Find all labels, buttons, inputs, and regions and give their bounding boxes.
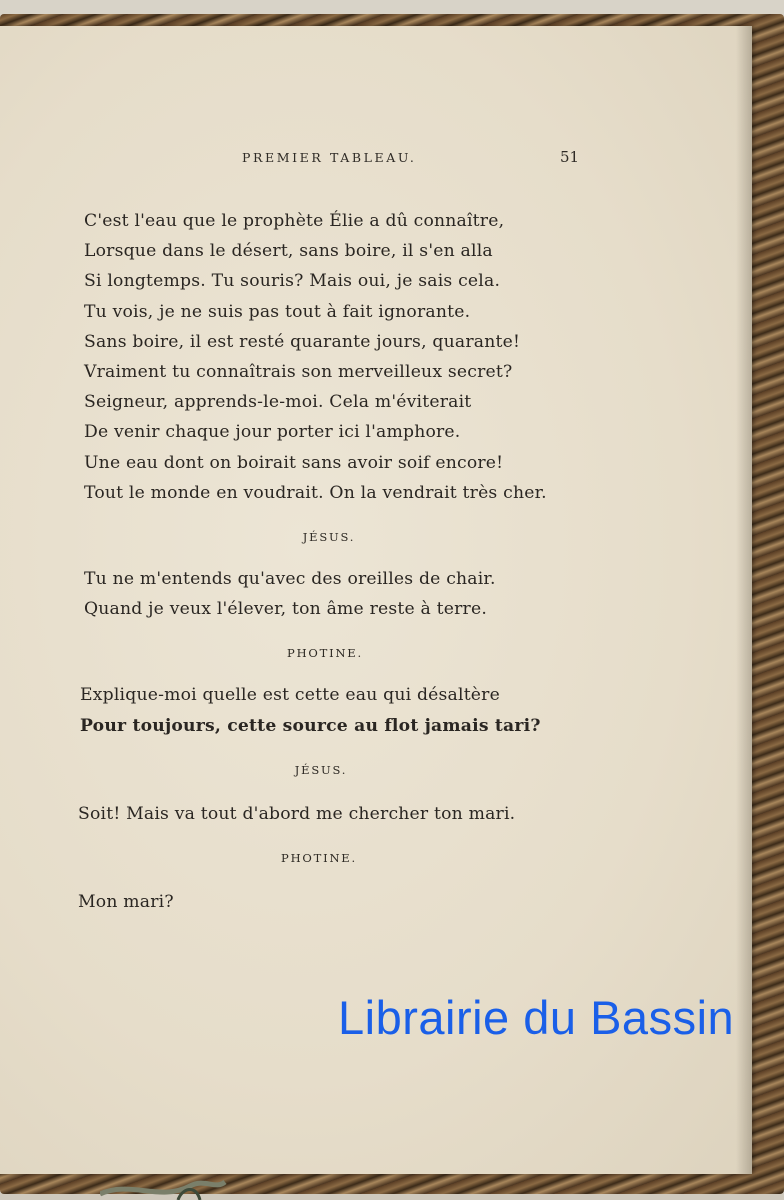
- verse-line: Sans boire, il est resté quarante jours, quarante!: [84, 331, 521, 352]
- verse-block-2: [84, 564, 644, 624]
- verse-line: Vraiment tu connaîtrais son merveilleux secret?: [84, 362, 513, 383]
- verse-block-5: [78, 887, 644, 917]
- verse-line: Lorsque dans le désert, sans boire, il s'en alla: [84, 241, 493, 262]
- running-head: [0, 150, 752, 170]
- verse-line: Seigneur, apprends-le-moi. Cela m'éviterait: [84, 392, 472, 413]
- verse-line: Mon mari?: [78, 892, 174, 913]
- verse-line: Si longtemps. Tu souris? Mais oui, je sais cela.: [84, 271, 501, 292]
- verse-line: Une eau dont on boirait sans avoir soif encore!: [84, 452, 504, 473]
- verse-line: Tout le monde en voudrait. On la vendrait très cher.: [84, 482, 547, 503]
- page-number: 51: [560, 148, 580, 166]
- page-fold-shadow: [736, 26, 752, 1174]
- verse-line: Explique-moi quelle est cette eau qui désaltère: [80, 685, 500, 706]
- bookmark-ribbon: [100, 1172, 230, 1200]
- verse-line: Soit! Mais va tout d'abord me chercher ton mari.: [78, 803, 516, 824]
- verse-line: Pour toujours, cette source au flot jamais tari?: [80, 715, 541, 736]
- verse-line: C'est l'eau que le prophète Élie a dû connaître,: [84, 211, 505, 231]
- play-text: [78, 206, 644, 917]
- verse-line: De venir chaque jour porter ici l'amphore.: [84, 422, 461, 443]
- verse-block-3: [80, 680, 644, 740]
- verse-line: Quand je veux l'élever, ton âme reste à terre.: [84, 599, 487, 620]
- verse-line: Tu ne m'entends qu'avec des oreilles de chair.: [84, 569, 496, 590]
- running-title: PREMIER TABLEAU.: [242, 150, 417, 165]
- watermark-text: Librairie du Bassin: [338, 991, 735, 1044]
- speaker-label: JÉSUS.: [302, 530, 356, 545]
- verse-block-1: [84, 206, 644, 508]
- verse-block-4: [78, 799, 644, 829]
- speaker-label: PHOTINE.: [287, 646, 363, 661]
- verse-line: Tu vois, je ne suis pas tout à fait ignorante.: [84, 301, 471, 322]
- speaker-label: JÉSUS.: [294, 762, 348, 777]
- speaker-label: PHOTINE.: [281, 851, 357, 866]
